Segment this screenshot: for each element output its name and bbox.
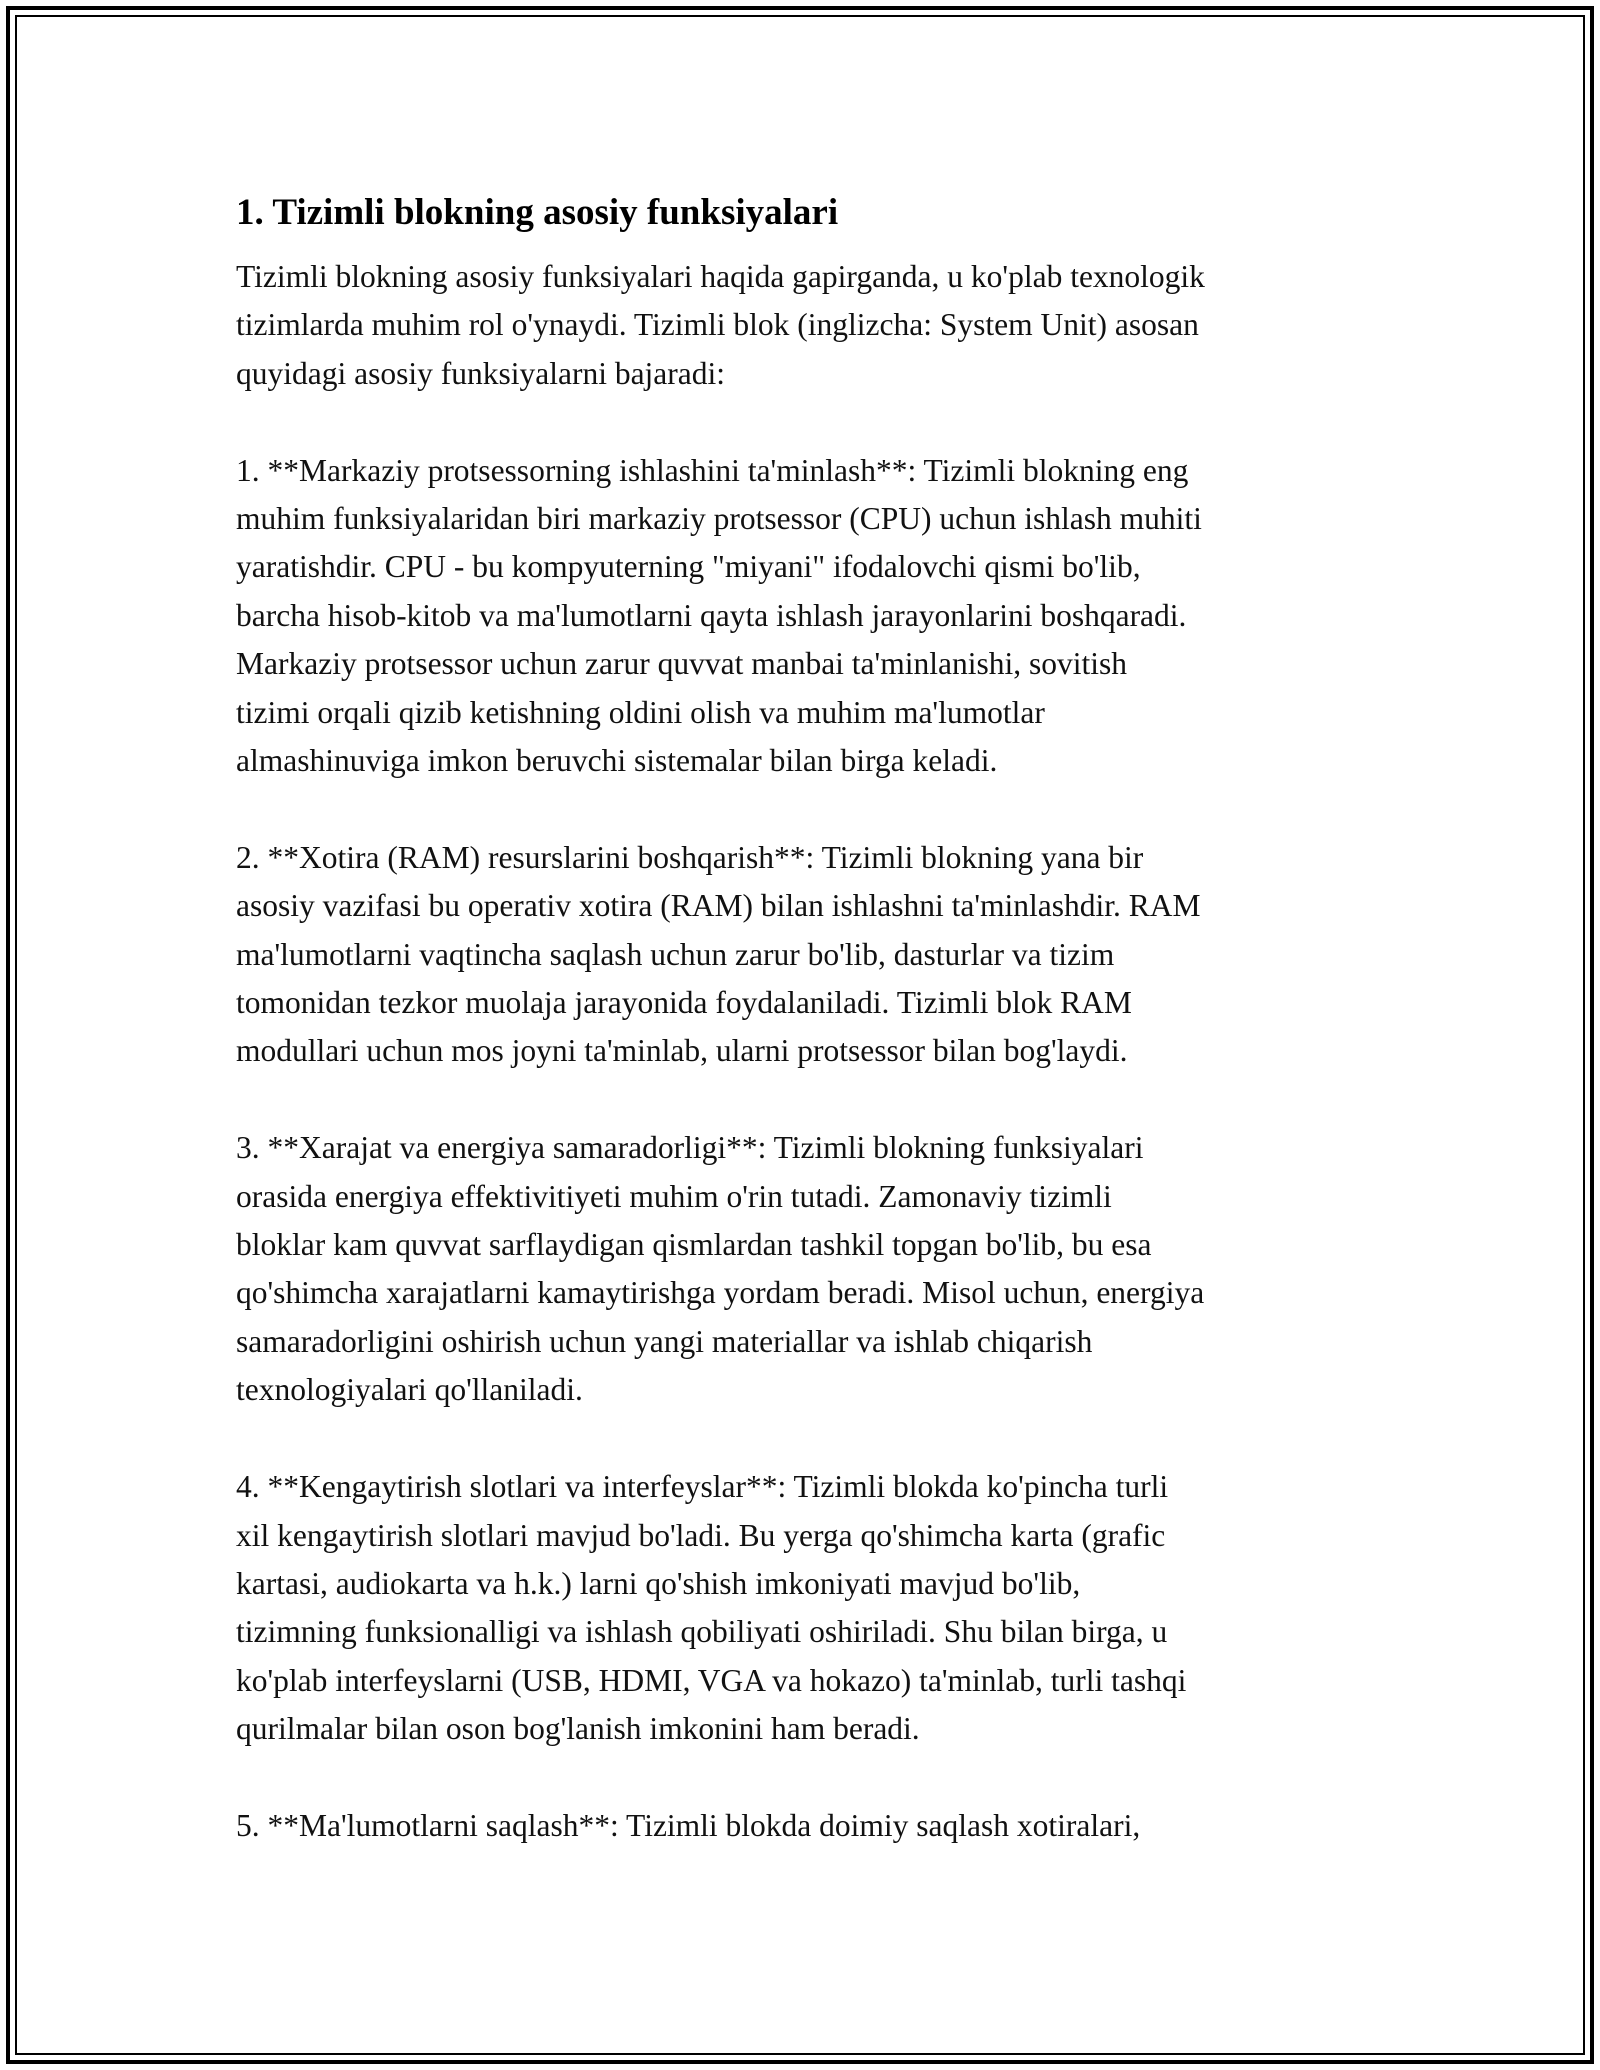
paragraph-item-2: 2. **Xotira (RAM) resurslarini boshqarish**: Tizimli blokning yana bir asosiy vazifasi bu operativ xotira (RAM) bilan ishlashni ta'minlashdir. RAM ma'lumotlarni vaqtincha saqlash uchun zarur bo'lib, dasturlar va tizim tomonidan tezkor muolaja jarayonida foydalaniladi. Tizimli blok RAM modullari uchun mos joyni ta'minlab, ularni protsessor bilan bog'laydi. <box>236 839 1201 1069</box>
intro-paragraph: Tizimli blokning asosiy funksiyalari haqida gapirganda, u ko'plab texnologik tizimlarda muhim rol o'ynaydi. Tizimli blok (inglizcha: System Unit) asosan quyidagi asosiy funksiyalarni bajaradi: <box>236 259 1205 391</box>
paragraph-item-5: 5. **Ma'lumotlarni saqlash**: Tizimli blokda doimiy saqlash xotiralari, <box>236 1807 1141 1843</box>
section-heading: 1. Tizimli blokning asosiy funksiyalari <box>236 192 839 233</box>
paragraph-item-3: 3. **Xarajat va energiya samaradorligi**: Tizimli blokning funksiyalari orasida energiya effektivitiyeti muhim o'rin tutadi. Zamonaviy tizimli bloklar kam quvvat sarflaydigan qismlardan tashkil topgan bo'lib, bu esa qo'shimcha xarajatlarni kamaytirishga yordam beradi. Misol uchun, energiya samaradorligini oshirish uchun yangi materiallar va ishlab chiqarish texnologiyalari qo'llaniladi. <box>236 1130 1205 1408</box>
paragraph-item-4: 4. **Kengaytirish slotlari va interfeyslar**: Tizimli blokda ko'pincha turli xil kengaytirish slotlari mavjud bo'ladi. Bu yerga qo'shimcha karta (grafic kartasi, audiokarta va h.k.) larni qo'shish imkoniyati mavjud bo'lib, tizimning funksionalligi va ishlash qobiliyati oshiriladi. Shu bilan birga, u ko'plab interfeyslarni (USB, HDMI, VGA va hokazo) ta'minlab, turli tashqi qurilmalar bilan oson bog'lanish imkonini ham beradi. <box>236 1469 1187 1747</box>
paragraph-item-1: 1. **Markaziy protsessorning ishlashini ta'minlash**: Tizimli blokning eng muhim funksiyalaridan biri markaziy protsessor (CPU) uchun ishlash muhiti yaratishdir. CPU - bu kompyuterning "miyani" ifodalovchi qismi bo'lib, barcha hisob-kitob va ma'lumotlarni qayta ishlash jarayonlarini boshqaradi. Markaziy protsessor uchun zarur quvvat manbai ta'minlanishi, sovitish tizimi orqali qizib ketishning oldini olish va muhim ma'lumotlar almashinuviga imkon beruvchi sistemalar bilan birga keladi. <box>236 452 1202 779</box>
document-body <box>236 185 1386 1850</box>
